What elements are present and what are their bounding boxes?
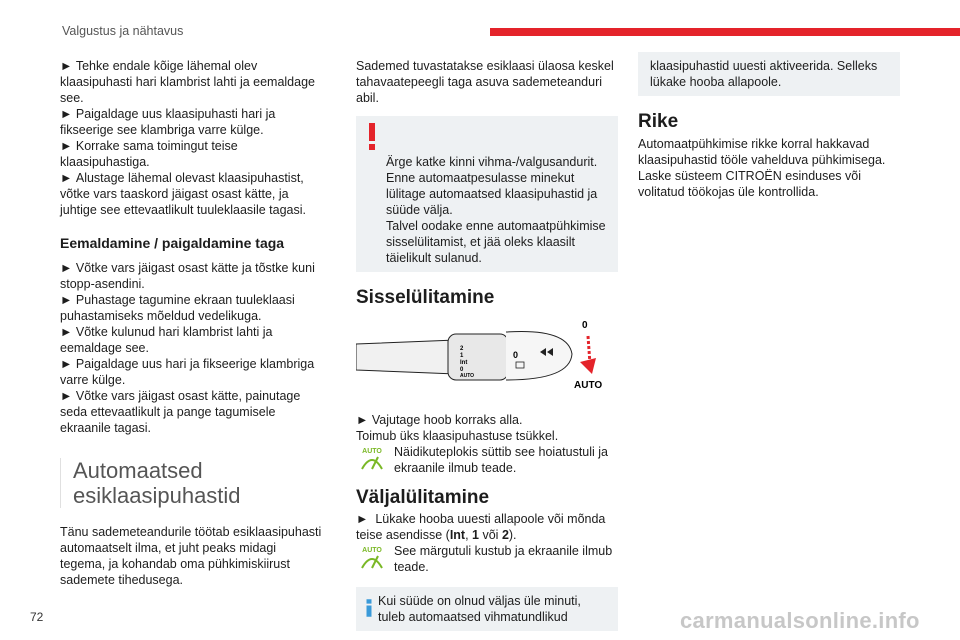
wiper-lever-illustration (356, 314, 618, 398)
info-notice (356, 587, 618, 631)
position-int: Int (449, 528, 466, 542)
separator: , (465, 528, 473, 542)
lever-position-0: 0 (582, 320, 588, 331)
step-item: ► Võtke kulunud hari klambrist lahti ja eemaldage see. (60, 324, 322, 356)
auto-badge-label: AUTO (362, 547, 382, 554)
lever-mark-0: 0 (513, 350, 519, 360)
step-activate: ► Vajutage hoob korraks alla. (356, 412, 618, 428)
indicator-off-row (356, 543, 618, 575)
lever-position-auto: AUTO (574, 380, 603, 391)
activation-result: Toimub üks klaasipuhastuse tsükkel. (356, 429, 559, 443)
auto-badge-label: AUTO (362, 448, 382, 455)
lever-tick-0: 0 (460, 367, 464, 373)
step-item: ► Korrake sama toimingut teise klaasipuhastiga. (60, 138, 322, 170)
info-icon (364, 597, 374, 619)
step-item: ► Alustage lähemal olevast klaasipuhastist, võtke vars taaskord jäigast osast kätte, ja juhtige see ettevaatlikult tuuleklaasile tagasi. (60, 170, 322, 218)
watermark: carmanualsonline.info (680, 608, 920, 633)
down-arrow-icon (580, 358, 596, 374)
subheading-rear: Eemaldamine / paigaldamine taga (60, 235, 285, 251)
column-1 (60, 58, 322, 588)
step-deactivate (356, 511, 618, 543)
section-header-title: Valgustus ja nähtavus (62, 24, 184, 38)
column-2 (356, 58, 618, 631)
position-1: 1 (472, 528, 479, 542)
section-title-line1: Automaatsed (73, 458, 203, 483)
lever-tick-2: 2 (460, 346, 464, 352)
indicator-on-text: Näidikuteplokis süttib see hoiatustuli ja ekraanile ilmub teade. (394, 445, 609, 475)
position-2: 2 (501, 528, 509, 542)
auto-wiper-indicator-icon (356, 444, 388, 473)
heading-fault: Rike (638, 111, 679, 132)
lever-tick-int: Int (460, 360, 468, 366)
indicator-on-row (356, 444, 618, 476)
rain-sensor-intro: Sademed tuvastatakse esiklaasi ülaosa keskel tahavaatepeegli taga asuva sademeteanduri abil. (356, 59, 614, 105)
warning-text: Ärge katke kinni vihma-/valgusandurit. Enne automaatpesulasse minekut lülitage automaatsed klaasipuhastid ja süüde välja. Talvel oodake enne automaatpühkimise sisselülitamist, et jää oleks klaasilt täielikult sulanud. (386, 155, 606, 265)
step-item: ► Võtke vars jäigast osast kätte, painutage seda ettevaatlikult ja pange tagumisele ekraanile tagasi. (60, 388, 322, 436)
section-title-block (60, 458, 322, 508)
info-text-continued: klaasipuhastid uuesti aktiveerida. Selleks lükake hooba allapoole. (650, 59, 878, 89)
separator: või (479, 528, 502, 542)
fault-text: Automaatpühkimise rikke korral hakkavad klaasipuhastid tööle vahelduva pühkimisega. Laske süsteem CITROËN esinduses või volitatud töökojas üle kontrollida. (638, 137, 886, 199)
section-title-line2: esiklaasipuhastid (73, 483, 241, 508)
auto-wiper-intro: Tänu sademeteandurile töötab esiklaasipuhasti automaatselt ilma, et juht peaks midagi tegema, ja kohandab oma pühkimiskiirust sademete tihedusega. (60, 525, 322, 587)
header-accent-bar (490, 28, 960, 36)
section-title (73, 458, 322, 508)
page-number: 72 (30, 610, 44, 624)
heading-deactivation: Väljalülitamine (356, 487, 490, 508)
step-item: ► Võtke vars jäigast osast kätte ja tõstke kuni stopp-asendini. (60, 260, 322, 292)
heading-activation: Sisselülitamine (356, 287, 495, 308)
exclamation-icon (364, 122, 380, 152)
step-item: ► Puhastage tagumine ekraan tuuleklaasi puhastamiseks mõeldud vedelikuga. (60, 292, 322, 324)
step-item: ► Paigaldage uus klaasipuhasti hari ja fikseerige see klambriga varre külge. (60, 106, 322, 138)
warning-notice (356, 116, 618, 272)
info-text: Kui süüde on olnud väljas üle minuti, tuleb automaatsed vihmatundlikud (378, 594, 581, 624)
auto-wiper-indicator-icon (356, 543, 388, 572)
info-notice-continued (638, 52, 900, 96)
step-off-text: Lükake hooba uuesti allapoole või mõnda teise asendisse ( (356, 512, 606, 542)
column-3 (638, 58, 900, 200)
step-item: ► Tehke endale kõige lähemal olev klaasipuhasti hari klambrist lahti ja eemaldage see. (60, 58, 322, 106)
step-item: ► Paigaldage uus hari ja fikseerige klambriga varre külge. (60, 356, 322, 388)
indicator-off-text: See märgutuli kustub ja ekraanile ilmub teade. (394, 544, 613, 574)
lever-tick-1: 1 (460, 353, 464, 359)
lever-tick-auto: AUTO (460, 373, 475, 379)
step-off-end: ). (508, 528, 517, 542)
